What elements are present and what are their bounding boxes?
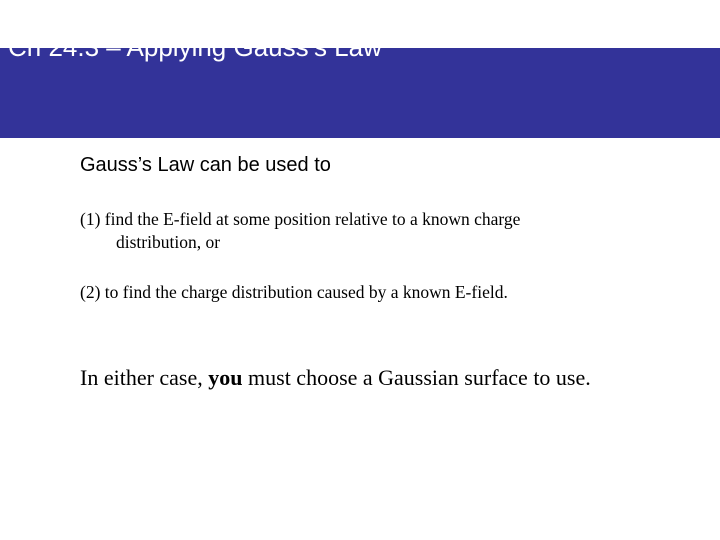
conclusion-lead: In either case,: [80, 365, 209, 390]
list-item: [80, 281, 700, 304]
list-item-text: (1) find the E-field at some position relative to a known charge: [80, 209, 521, 229]
intro-text: Gauss’s Law can be used to: [80, 154, 331, 176]
conclusion-tail: must choose a Gaussian surface to use.: [242, 365, 591, 390]
list-item-continuation: distribution, or: [116, 232, 221, 252]
conclusion-emphasis: you: [208, 365, 243, 390]
conclusion-text: [80, 364, 591, 392]
slide-title: Ch 24.3 – Applying Gauss’s Law: [8, 32, 382, 62]
list-item: [80, 208, 680, 254]
list-item-text: (2) to find the charge distribution caused by a known E-field.: [80, 282, 508, 302]
